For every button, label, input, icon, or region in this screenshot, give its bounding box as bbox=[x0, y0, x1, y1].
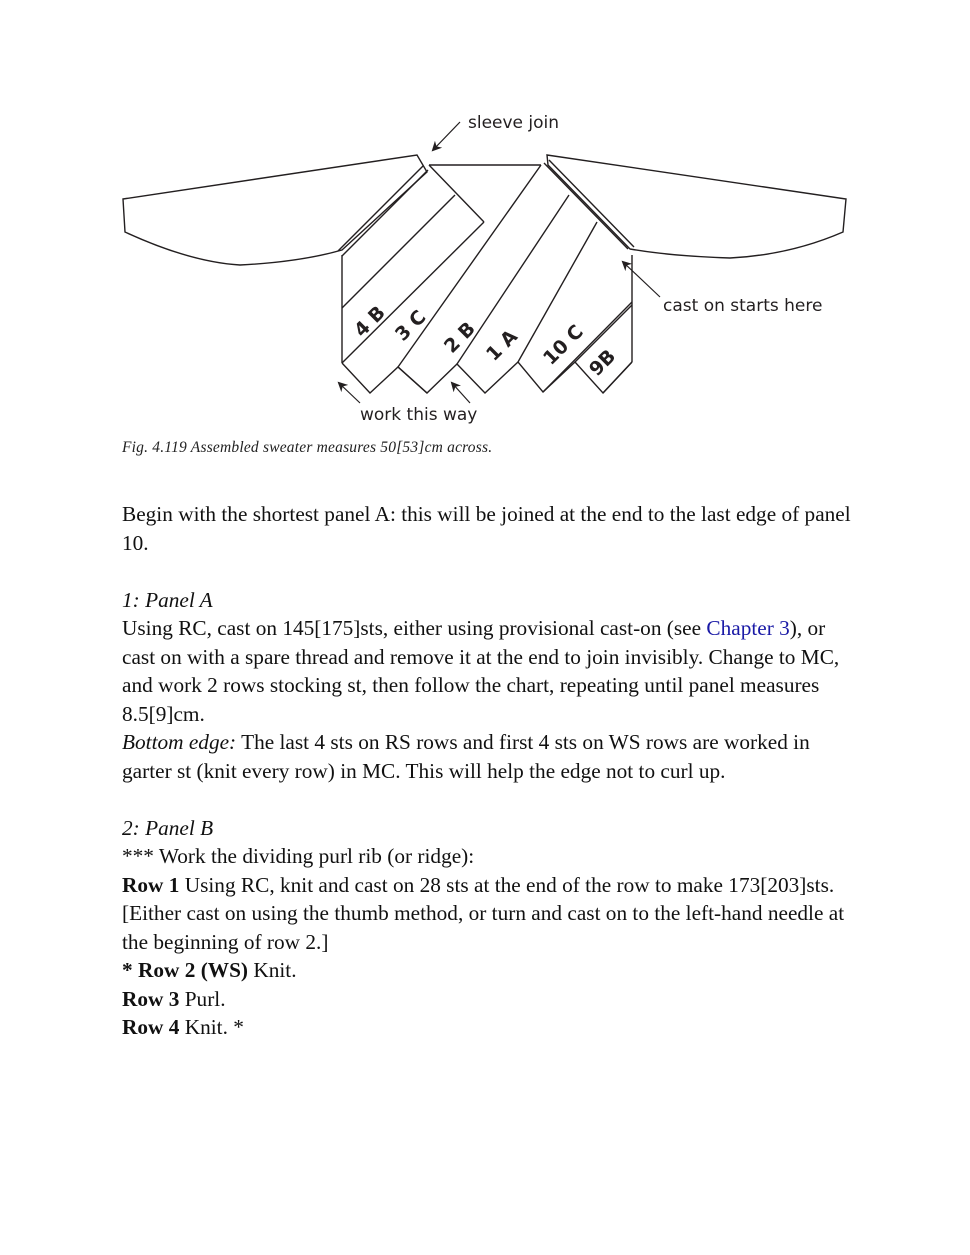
sweater-assembly-diagram bbox=[0, 0, 970, 440]
cast-on-note: [Either cast on using the thumb method, or turn and cast on to the left-hand needle at the beginning of row 2.] bbox=[122, 901, 845, 954]
bottom-edge-paragraph bbox=[122, 728, 852, 785]
cast-on-starts-label: cast on starts here bbox=[663, 296, 823, 316]
section-heading-panel-a: 1: Panel A bbox=[122, 587, 213, 612]
sleeve-join-arrow bbox=[433, 122, 460, 150]
intro-paragraph: Begin with the shortest panel A: this will be joined at the end to the last edge of panel 10. bbox=[122, 502, 851, 555]
panel-a-text-1: Using RC, cast on 145[175]sts, either using provisional cast-on (see bbox=[122, 616, 707, 640]
panel-label-3c: 3 C bbox=[390, 306, 431, 346]
panel-label-4b: 4 B bbox=[349, 301, 390, 342]
row-2-text: Knit. bbox=[248, 958, 297, 982]
row-2-prefix: * bbox=[122, 958, 138, 982]
work-way-arrow-right bbox=[452, 383, 470, 403]
cast-on-arrow bbox=[623, 262, 660, 297]
row-2-instruction bbox=[122, 956, 852, 985]
diagram-svg bbox=[0, 0, 970, 440]
row-2-label: Row 2 (WS) bbox=[137, 958, 249, 982]
body-text bbox=[122, 500, 852, 1042]
panel-label-9b: 9B bbox=[584, 345, 621, 381]
row-3-label: Row 3 bbox=[122, 986, 180, 1011]
row-1-instruction bbox=[122, 871, 852, 900]
section-heading-panel-b: 2: Panel B bbox=[122, 815, 214, 840]
row-4-instruction bbox=[122, 1013, 852, 1042]
work-this-way-label: work this way bbox=[360, 405, 478, 425]
panel-label-1a: 1 A bbox=[481, 325, 522, 366]
row-1-text: Using RC, knit and cast on 28 sts at the end of the row to make 173[203]sts. bbox=[179, 872, 835, 897]
work-way-arrow-left bbox=[339, 383, 360, 403]
bottom-edge-label: Bottom edge: bbox=[122, 730, 237, 754]
sleeve-join-label: sleeve join bbox=[468, 113, 560, 133]
row-1-label: Row 1 bbox=[122, 872, 180, 897]
panel-a-text-2: ), or cast on with a spare thread and remove it at the end to join invisibly. Change to MC, and work 2 rows stocking st, then follow the chart, repeating until panel measures 8.5[9]cm. bbox=[122, 616, 840, 726]
bottom-edge-text: The last 4 sts on RS rows and first 4 sts on WS rows are worked in garter st (knit every row) in MC. This will help the edge not to curl up. bbox=[122, 730, 810, 783]
panel-label-2b: 2 B bbox=[439, 317, 480, 358]
row-4-label: Row 4 bbox=[122, 1015, 180, 1039]
figure-caption: Fig. 4.119 Assembled sweater measures 50[53]cm across. bbox=[122, 439, 493, 456]
purl-rib-intro: *** Work the dividing purl rib (or ridge): bbox=[122, 844, 475, 868]
right-sleeve bbox=[547, 155, 846, 258]
chapter-3-link[interactable]: Chapter 3 bbox=[706, 616, 790, 640]
panel-a-instructions bbox=[122, 614, 852, 728]
row-3-instruction bbox=[122, 985, 852, 1014]
row-3-text: Purl. bbox=[179, 986, 226, 1011]
left-sleeve bbox=[123, 155, 427, 265]
panel-label-10c: 10 C bbox=[538, 320, 588, 370]
row-4-text: Knit. * bbox=[179, 1015, 244, 1039]
